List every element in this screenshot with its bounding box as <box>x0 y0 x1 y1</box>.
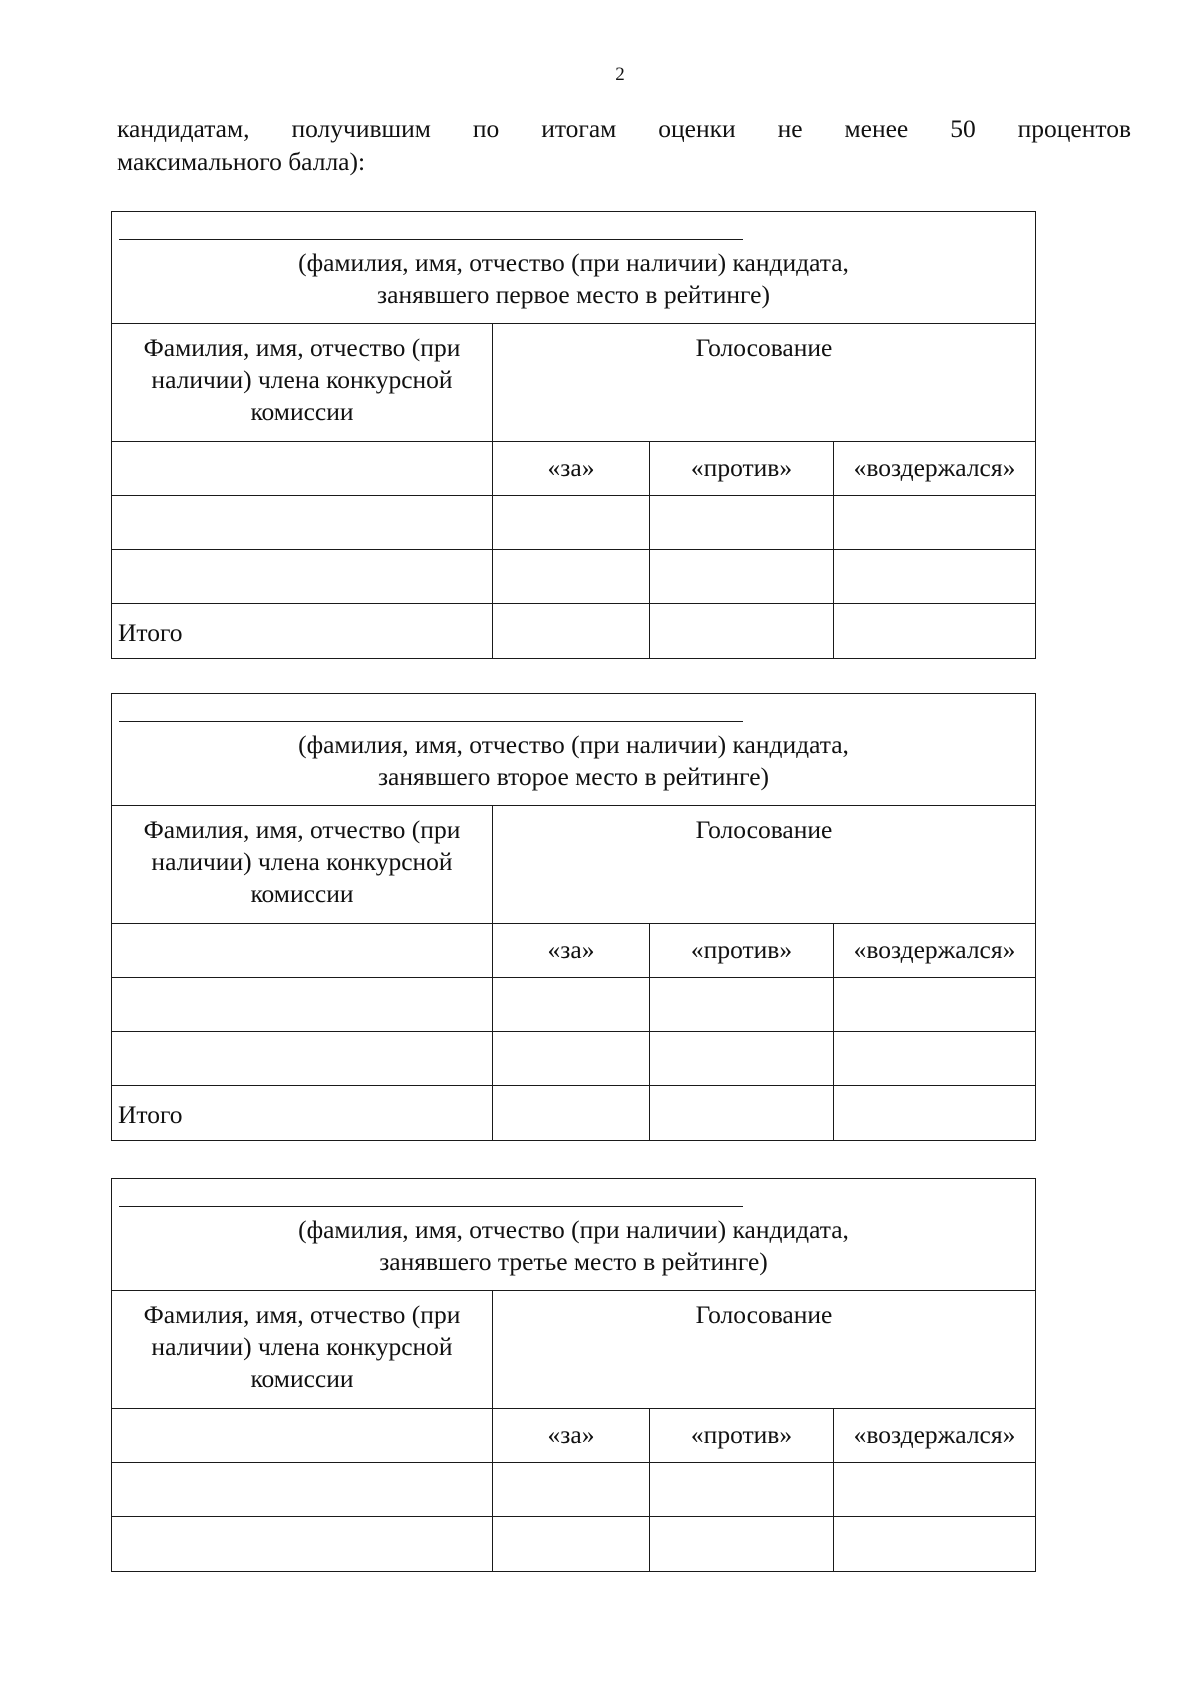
intro-word: по <box>472 114 500 143</box>
intro-word: 50 <box>950 114 976 143</box>
vote-abstain-header: «воздержался» <box>853 453 1016 482</box>
intro-word: кандидатам, <box>117 114 250 143</box>
voting-table-third-place <box>111 1178 1036 1572</box>
candidate-caption-line1: (фамилия, имя, отчество (при наличии) кандидата, <box>298 1215 849 1244</box>
voting-table-second-place <box>111 693 1036 1141</box>
member-name-header <box>112 806 493 923</box>
vote-for-cell[interactable] <box>493 1517 650 1571</box>
table-row <box>112 1463 1035 1517</box>
vote-against-cell[interactable] <box>650 550 834 603</box>
vote-against-cell[interactable] <box>650 1517 834 1571</box>
intro-word: оценки <box>658 114 736 143</box>
table-row <box>112 1032 1035 1086</box>
member-header-row <box>112 806 1035 924</box>
candidate-name-blank-line[interactable] <box>119 1206 743 1207</box>
total-for-cell[interactable] <box>493 604 650 658</box>
candidate-header <box>112 694 1035 806</box>
vote-against-cell[interactable] <box>650 1463 834 1516</box>
total-row <box>112 604 1035 658</box>
member-header-row <box>112 324 1035 442</box>
total-row <box>112 1086 1035 1140</box>
member-header-line1: Фамилия, имя, отчество (при <box>143 333 461 362</box>
intro-word: менее <box>844 114 909 143</box>
vote-for-cell[interactable] <box>493 1032 650 1085</box>
voting-header: Голосование <box>695 815 833 844</box>
member-header-line3: комиссии <box>250 879 354 908</box>
member-header-line3: комиссии <box>250 397 354 426</box>
table-row <box>112 550 1035 604</box>
blank-cell[interactable] <box>112 1409 493 1462</box>
member-name-cell[interactable] <box>112 978 493 1031</box>
vote-options-row <box>112 442 1035 496</box>
member-header-line2: наличии) члена конкурсной <box>151 847 453 876</box>
total-against-cell[interactable] <box>650 604 834 658</box>
total-abstain-cell[interactable] <box>834 1086 1035 1140</box>
voting-header: Голосование <box>695 1300 833 1329</box>
vote-against-cell[interactable] <box>650 496 834 549</box>
total-for-cell[interactable] <box>493 1086 650 1140</box>
total-label: Итого <box>112 604 493 658</box>
vote-abstain-cell[interactable] <box>834 496 1035 549</box>
member-header-line3: комиссии <box>250 1364 354 1393</box>
total-against-cell[interactable] <box>650 1086 834 1140</box>
intro-paragraph <box>117 112 1131 178</box>
vote-options-row <box>112 1409 1035 1463</box>
candidate-caption-line1: (фамилия, имя, отчество (при наличии) кандидата, <box>298 730 849 759</box>
vote-abstain-cell[interactable] <box>834 978 1035 1031</box>
intro-word: получившим <box>291 114 431 143</box>
candidate-name-blank-line[interactable] <box>119 239 743 240</box>
intro-word: процентов <box>1017 114 1131 143</box>
table-row <box>112 1517 1035 1571</box>
member-header-line2: наличии) члена конкурсной <box>151 1332 453 1361</box>
vote-against-header: «против» <box>650 1409 834 1462</box>
page-number: 2 <box>615 64 625 85</box>
voting-table-first-place <box>111 211 1036 659</box>
member-name-cell[interactable] <box>112 1517 493 1571</box>
total-label: Итого <box>112 1086 493 1140</box>
vote-for-header: «за» <box>493 924 650 977</box>
vote-abstain-header: «воздержался» <box>853 1420 1016 1449</box>
vote-abstain-cell[interactable] <box>834 550 1035 603</box>
vote-for-cell[interactable] <box>493 1463 650 1516</box>
vote-for-cell[interactable] <box>493 550 650 603</box>
vote-abstain-cell[interactable] <box>834 1032 1035 1085</box>
member-header-line1: Фамилия, имя, отчество (при <box>143 815 461 844</box>
vote-abstain-cell[interactable] <box>834 1517 1035 1571</box>
candidate-header <box>112 212 1035 324</box>
member-header-line2: наличии) члена конкурсной <box>151 365 453 394</box>
intro-word: итогам <box>541 114 617 143</box>
blank-cell[interactable] <box>112 442 493 495</box>
candidate-caption-line2: занявшего третье место в рейтинге) <box>379 1247 768 1276</box>
member-header-line1: Фамилия, имя, отчество (при <box>143 1300 461 1329</box>
vote-options-row <box>112 924 1035 978</box>
candidate-caption <box>112 247 1035 311</box>
blank-cell[interactable] <box>112 924 493 977</box>
member-header-row <box>112 1291 1035 1409</box>
total-abstain-cell[interactable] <box>834 604 1035 658</box>
intro-line-2: максимального балла): <box>117 147 366 176</box>
member-name-cell[interactable] <box>112 1032 493 1085</box>
table-row <box>112 496 1035 550</box>
candidate-caption <box>112 729 1035 793</box>
vote-for-cell[interactable] <box>493 496 650 549</box>
table-row <box>112 978 1035 1032</box>
candidate-name-blank-line[interactable] <box>119 721 743 722</box>
candidate-caption-line2: занявшего первое место в рейтинге) <box>377 280 770 309</box>
member-name-header <box>112 1291 493 1408</box>
vote-against-header: «против» <box>650 442 834 495</box>
vote-against-cell[interactable] <box>650 978 834 1031</box>
vote-for-header: «за» <box>493 1409 650 1462</box>
vote-for-header: «за» <box>493 442 650 495</box>
member-name-cell[interactable] <box>112 1463 493 1516</box>
vote-for-cell[interactable] <box>493 978 650 1031</box>
member-name-cell[interactable] <box>112 550 493 603</box>
intro-line-1 <box>117 112 1131 145</box>
candidate-caption <box>112 1214 1035 1278</box>
vote-against-header: «против» <box>650 924 834 977</box>
candidate-caption-line2: занявшего второе место в рейтинге) <box>377 762 770 791</box>
vote-abstain-header: «воздержался» <box>853 935 1016 964</box>
member-name-header <box>112 324 493 441</box>
intro-word: не <box>777 114 803 143</box>
candidate-header <box>112 1179 1035 1291</box>
voting-header: Голосование <box>695 333 833 362</box>
vote-abstain-cell[interactable] <box>834 1463 1035 1516</box>
member-name-cell[interactable] <box>112 496 493 549</box>
vote-against-cell[interactable] <box>650 1032 834 1085</box>
candidate-caption-line1: (фамилия, имя, отчество (при наличии) кандидата, <box>298 248 849 277</box>
